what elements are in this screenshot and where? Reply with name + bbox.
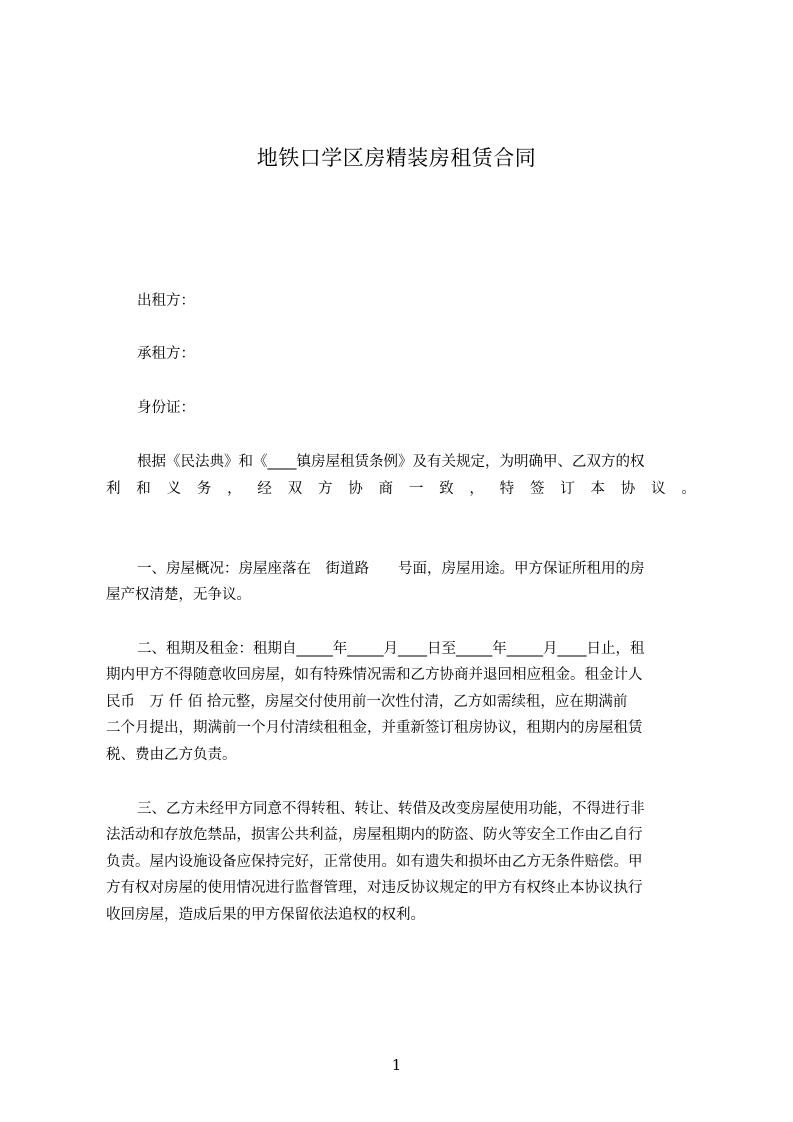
clause3-line-3: 负责。屋内设施设备应保持完好，正常使用。如有遗失和损坏由乙方无条件赔偿。甲 xyxy=(106,854,643,870)
preamble-char: 协 xyxy=(620,481,636,497)
preamble-char: 签 xyxy=(529,481,545,497)
preamble-char: 。 xyxy=(681,481,696,497)
preamble-char: 经 xyxy=(257,481,272,497)
clause2-line-4: 二个月提出，期满前一个月付清续租租金，并重新签订租房协议，租期内的房屋租赁 xyxy=(106,720,643,736)
page-title: 地铁口学区房精装房租赁合同 xyxy=(256,146,537,170)
clause2-line-2: 期内甲方不得随意收回房屋，如有特殊情况需和乙方协商并退回相应租金。租金计人 xyxy=(106,667,643,683)
preamble-char: 和 xyxy=(136,481,151,497)
preamble-char: 商 xyxy=(378,481,394,497)
preamble-char: 订 xyxy=(560,481,575,497)
clause1-line-1: 一、房屋概况：房屋座落在 街道路 号面，房屋用途。甲方保证所租用的房 xyxy=(137,561,645,577)
preamble-char: 协 xyxy=(348,481,363,497)
preamble-char: 方 xyxy=(317,481,333,497)
id-card-label: 身份证： xyxy=(137,400,195,416)
preamble-char: ， xyxy=(469,481,484,497)
lessee-label: 承租方： xyxy=(137,346,195,362)
preamble-char: 致 xyxy=(439,481,454,497)
preamble-char: 务 xyxy=(196,481,212,497)
page-number: 1 xyxy=(391,1056,402,1074)
preamble-char: 义 xyxy=(166,481,182,497)
clause3-line-4: 方有权对房屋的使用情况进行监督管理，对违反协议规定的甲方有权终止本协议执行 xyxy=(106,880,643,896)
preamble-line-2 xyxy=(106,479,696,499)
clause1-line-2: 屋产权清楚，无争议。 xyxy=(106,587,251,603)
clause2-line-1: 二、租期及租金：租期自_____年_____月____日至_____年_____月____日止，租 xyxy=(137,641,645,657)
preamble-char: 利 xyxy=(106,481,121,497)
preamble-char: 特 xyxy=(499,481,515,497)
preamble-char: ， xyxy=(227,481,242,497)
preamble-char: 本 xyxy=(590,481,605,497)
lessor-label: 出租方： xyxy=(137,293,195,309)
clause3-line-1: 三、乙方未经甲方同意不得转租、转让、转借及改变房屋使用功能，不得进行非 xyxy=(137,801,645,817)
clause2-line-5: 税、费由乙方负责。 xyxy=(106,747,237,763)
clause3-line-2: 法活动和存放危禁品，损害公共利益，房屋租期内的防盗、防火等安全工作由乙自行 xyxy=(106,827,643,843)
preamble-char: 一 xyxy=(408,481,424,497)
clause2-line-3: 民币 万 仟 佰 拾元整，房屋交付使用前一次性付清，乙方如需续租，应在期满前 xyxy=(106,694,628,710)
preamble-char: 议 xyxy=(651,481,666,497)
preamble-char: 双 xyxy=(287,481,303,497)
preamble-line-1: 根据《民法典》和《____镇房屋租赁条例》及有关规定，为明确甲、乙双方的权 xyxy=(137,454,645,470)
clause3-line-5: 收回房屋，造成后果的甲方保留依法追权的权利。 xyxy=(106,907,425,923)
